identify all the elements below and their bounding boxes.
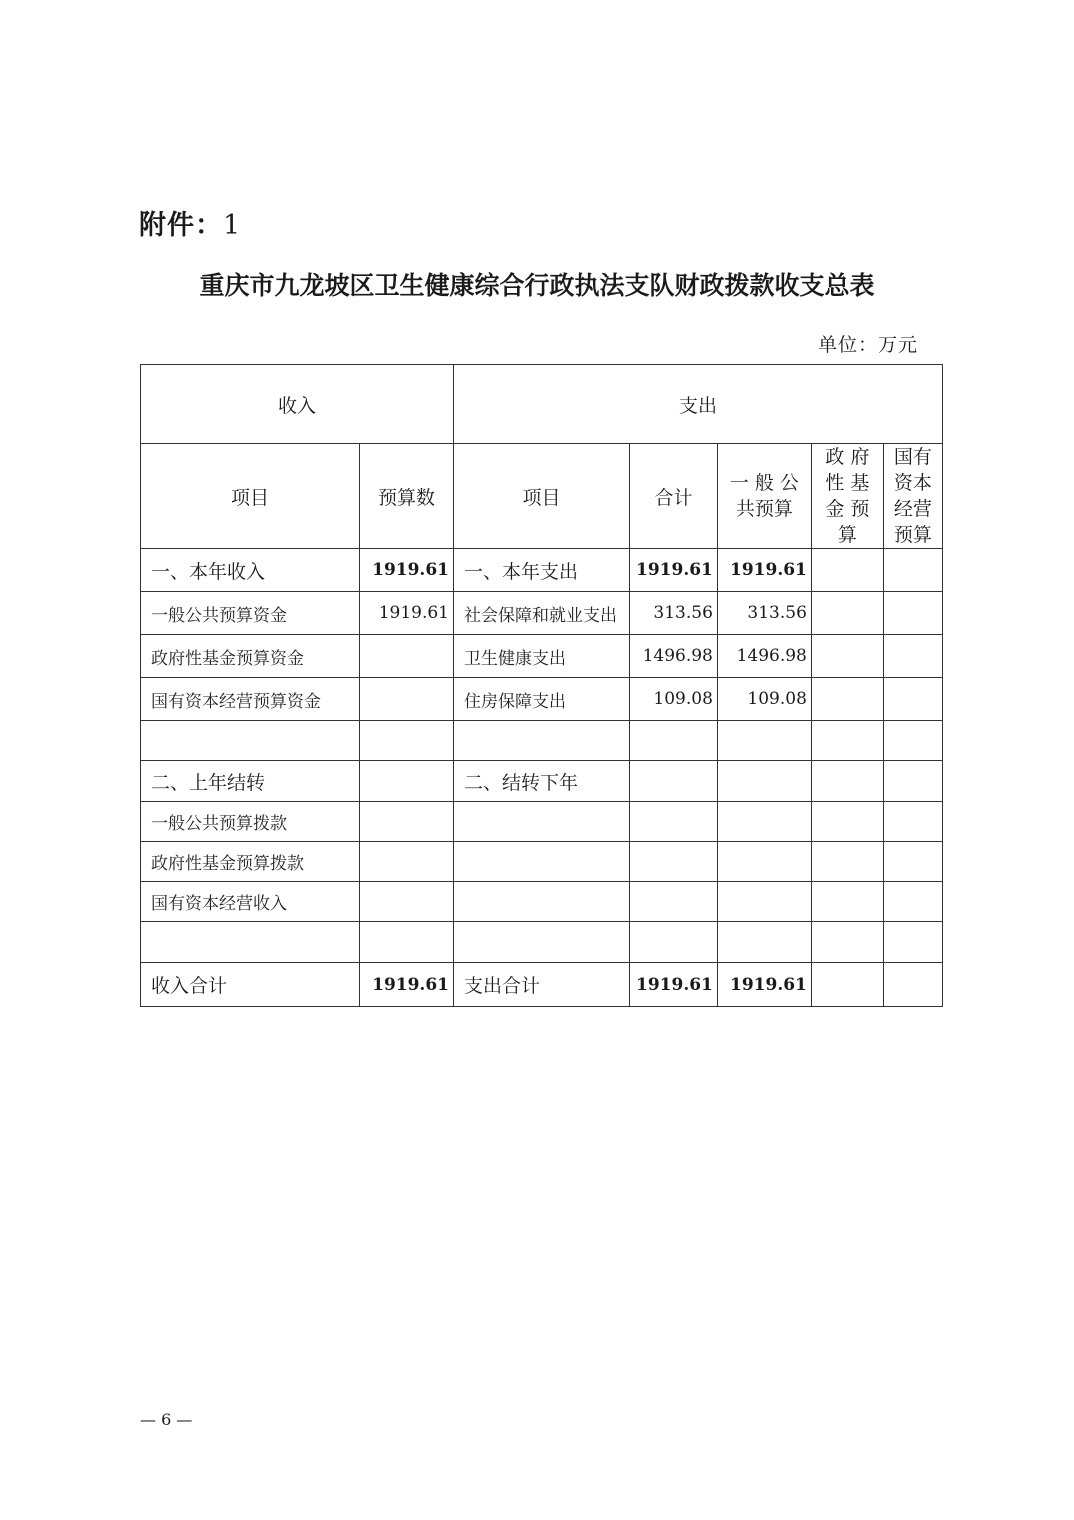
- general-cell: 1496.98: [717, 635, 811, 678]
- budget-cell: [360, 802, 454, 842]
- state-cell: [883, 802, 942, 842]
- income-cell: [141, 922, 360, 963]
- table-row: [141, 761, 943, 802]
- income-cell: 二、上年结转: [141, 761, 360, 802]
- expense-cell: 一、本年支出: [454, 549, 630, 592]
- state-cell: [883, 922, 942, 963]
- col-total: 合计: [630, 444, 718, 549]
- table-row: [141, 549, 943, 592]
- general-cell: 313.56: [717, 592, 811, 635]
- state-cell: [883, 842, 942, 882]
- unit-label: 单位：万元: [818, 334, 919, 356]
- state-cell: [883, 549, 942, 592]
- col-general-budget: 一 般 公 共预算: [717, 444, 811, 549]
- total-cell: [630, 761, 718, 802]
- fund-cell: [811, 842, 883, 882]
- total-cell: [630, 802, 718, 842]
- income-cell: [141, 721, 360, 761]
- total-cell: 313.56: [630, 592, 718, 635]
- expense-cell: [454, 882, 630, 922]
- total-cell: [630, 721, 718, 761]
- expense-header: 支出: [454, 365, 943, 444]
- budget-cell: 1919.61: [360, 592, 454, 635]
- general-cell: [717, 802, 811, 842]
- total-cell: 1919.61: [630, 549, 718, 592]
- general-cell: [717, 922, 811, 963]
- income-cell: 一般公共预算拨款: [141, 802, 360, 842]
- budget-cell: [360, 761, 454, 802]
- attachment-prefix: 附件：: [139, 210, 223, 241]
- general-cell: 1919.61: [717, 963, 811, 1007]
- table-row: [141, 635, 943, 678]
- fund-cell: [811, 761, 883, 802]
- fund-cell: [811, 549, 883, 592]
- col-state-capital-budget: 国有资本经营预算: [883, 444, 942, 549]
- state-cell: [883, 721, 942, 761]
- fund-cell: [811, 963, 883, 1007]
- expense-cell: [454, 802, 630, 842]
- expense-cell: 社会保障和就业支出: [454, 592, 630, 635]
- col-expense-item: 项目: [454, 444, 630, 549]
- state-cell: [883, 761, 942, 802]
- table-row: [141, 592, 943, 635]
- budget-cell: 1919.61: [360, 963, 454, 1007]
- state-cell: [883, 592, 942, 635]
- table-row: [141, 922, 943, 963]
- income-cell: 政府性基金预算资金: [141, 635, 360, 678]
- income-cell: 一般公共预算资金: [141, 592, 360, 635]
- table-row: [141, 882, 943, 922]
- income-cell: 政府性基金预算拨款: [141, 842, 360, 882]
- table-row: [141, 963, 943, 1007]
- col-fund-budget: 政 府 性 基 金 预 算: [811, 444, 883, 549]
- total-cell: [630, 842, 718, 882]
- fund-cell: [811, 721, 883, 761]
- budget-cell: [360, 922, 454, 963]
- state-cell: [883, 678, 942, 721]
- budget-cell: 1919.61: [360, 549, 454, 592]
- fund-cell: [811, 802, 883, 842]
- fund-cell: [811, 678, 883, 721]
- budget-cell: [360, 678, 454, 721]
- col-budget: 预算数: [360, 444, 454, 549]
- income-cell: 国有资本经营预算资金: [141, 678, 360, 721]
- budget-summary-table: [140, 364, 943, 1007]
- general-cell: 1919.61: [717, 549, 811, 592]
- total-cell: 1496.98: [630, 635, 718, 678]
- table-row: [141, 842, 943, 882]
- income-header: 收入: [141, 365, 454, 444]
- attachment-label: [139, 203, 241, 242]
- expense-cell: [454, 721, 630, 761]
- page-title: 重庆市九龙坡区卫生健康综合行政执法支队财政拨款收支总表: [199, 271, 875, 300]
- table-row: [141, 678, 943, 721]
- general-cell: [717, 721, 811, 761]
- state-cell: [883, 635, 942, 678]
- total-cell: [630, 922, 718, 963]
- page-number: — 6 —: [140, 1410, 193, 1429]
- expense-cell: [454, 842, 630, 882]
- budget-cell: [360, 635, 454, 678]
- table-row: [141, 721, 943, 761]
- general-cell: [717, 842, 811, 882]
- budget-cell: [360, 721, 454, 761]
- expense-cell: [454, 922, 630, 963]
- state-cell: [883, 963, 942, 1007]
- general-cell: 109.08: [717, 678, 811, 721]
- fund-cell: [811, 882, 883, 922]
- general-cell: [717, 761, 811, 802]
- expense-cell: 卫生健康支出: [454, 635, 630, 678]
- fund-cell: [811, 922, 883, 963]
- attachment-number: 1: [223, 210, 242, 241]
- budget-cell: [360, 882, 454, 922]
- income-cell: 国有资本经营收入: [141, 882, 360, 922]
- fund-cell: [811, 592, 883, 635]
- col-income-item: 项目: [141, 444, 360, 549]
- income-cell: 收入合计: [141, 963, 360, 1007]
- total-cell: [630, 882, 718, 922]
- table-row: [141, 802, 943, 842]
- budget-cell: [360, 842, 454, 882]
- expense-cell: 二、结转下年: [454, 761, 630, 802]
- fund-cell: [811, 635, 883, 678]
- state-cell: [883, 882, 942, 922]
- expense-cell: 住房保障支出: [454, 678, 630, 721]
- income-cell: 一、本年收入: [141, 549, 360, 592]
- general-cell: [717, 882, 811, 922]
- expense-cell: 支出合计: [454, 963, 630, 1007]
- total-cell: 109.08: [630, 678, 718, 721]
- total-cell: 1919.61: [630, 963, 718, 1007]
